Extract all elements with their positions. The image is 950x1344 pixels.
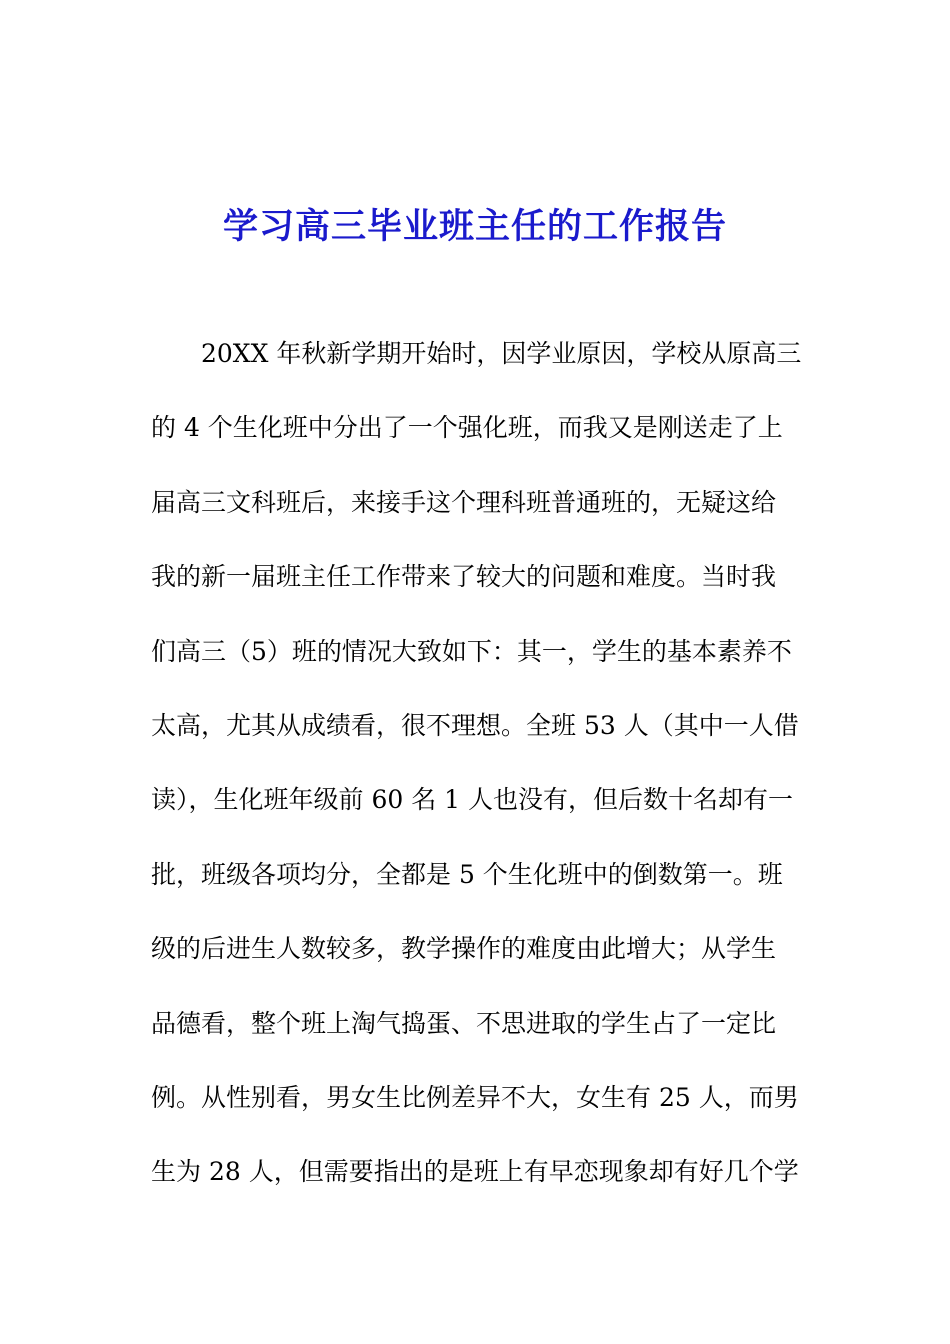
- paragraph-line: 批，班级各项均分，全都是 5 个生化班中的倒数第一。班: [151, 859, 783, 889]
- paragraph-line: 级的后进生人数较多，教学操作的难度由此增大；从学生: [151, 934, 777, 964]
- paragraph-line: 20XX 年秋新学期开始时，因学业原因，学校从原高三: [201, 339, 802, 368]
- paragraph-line: 生为 28 人，但需要指出的是班上有早恋现象却有好几个学: [151, 1157, 799, 1187]
- body-paragraph: [151, 330, 801, 1223]
- paragraph-line: 届高三文科班后，来接手这个理科班普通班的，无疑这给: [151, 487, 777, 517]
- paragraph-line: 们高三（5）班的情况大致如下：其一，学生的基本素养不: [151, 636, 792, 666]
- paragraph-line: 例。从性别看，男女生比例差异不大，女生有 25 人，而男: [151, 1082, 799, 1112]
- paragraph-line: 太高，尤其从成绩看，很不理想。全班 53 人（其中一人借: [151, 710, 799, 740]
- paragraph-line: 的 4 个生化班中分出了一个强化班，而我又是刚送走了上: [151, 413, 783, 443]
- paragraph-line: 我的新一届班主任工作带来了较大的问题和难度。当时我: [151, 562, 777, 592]
- paragraph-line: 读），生化班年级前 60 名 1 人也没有，但后数十名却有一: [151, 785, 794, 815]
- document-title: 学习高三毕业班主任的工作报告: [222, 206, 727, 248]
- paragraph-line: 品德看，整个班上淘气捣蛋、不思进取的学生占了一定比: [151, 1008, 777, 1038]
